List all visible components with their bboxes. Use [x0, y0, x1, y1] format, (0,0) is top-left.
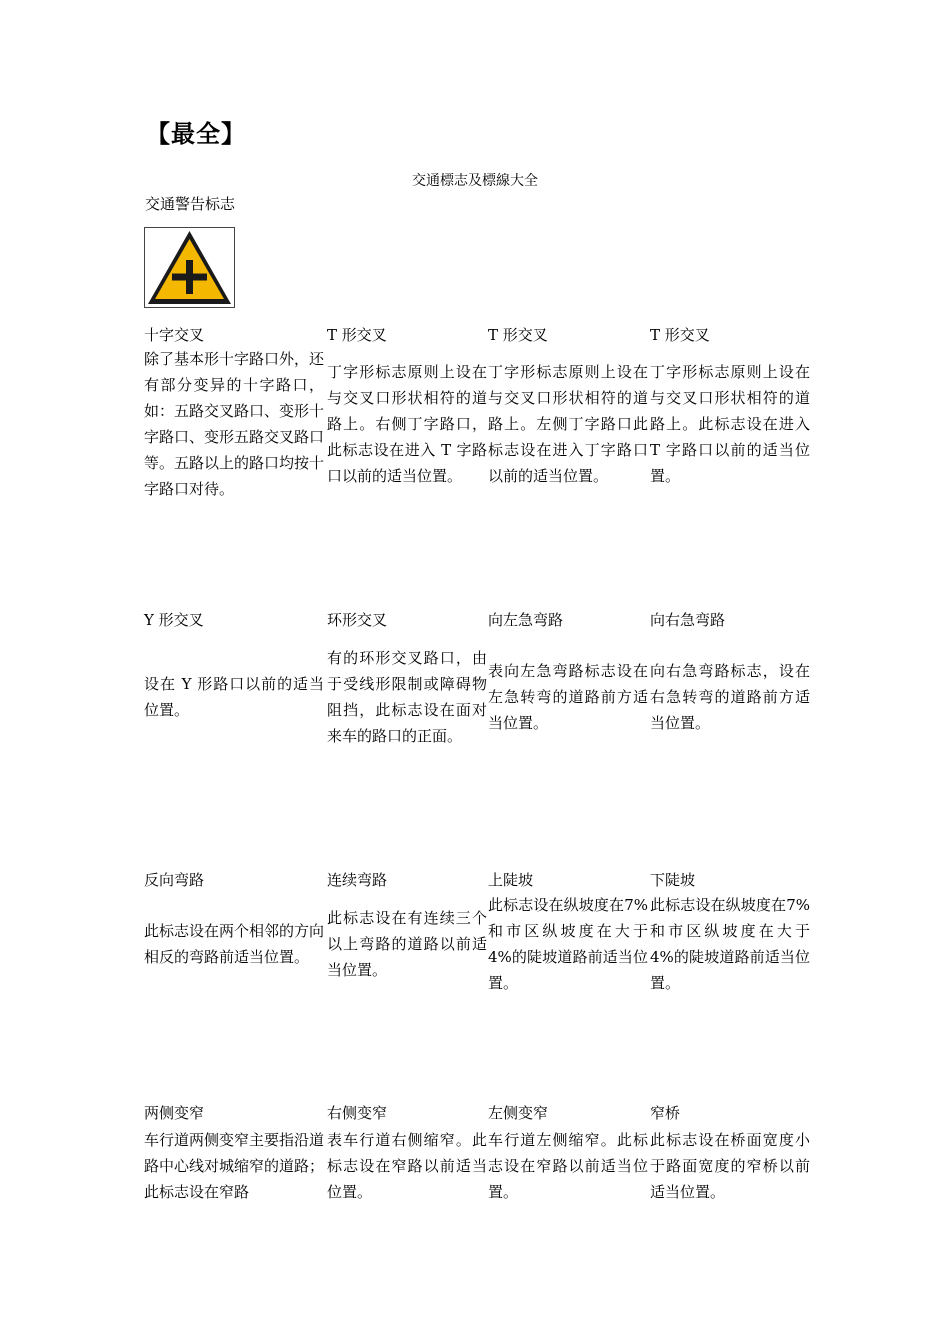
- sign-title: T 形交叉: [650, 326, 710, 344]
- sign-title: 左侧变窄: [488, 1104, 549, 1122]
- sign-title: 下陡坡: [650, 871, 696, 889]
- page-heading: 【最全】: [146, 120, 246, 148]
- sign-description: 此标志设在纵坡度在7%和市区纵坡度在大于 4%的陡坡道路前适当位置。: [650, 896, 810, 992]
- sign-description: 丁字形标志原则上设在与交叉口形状相符的道路上。右侧丁字路口，此标志设在进入 T 字路口以前的适当位置。: [327, 363, 487, 485]
- sign-description: 表向左急弯路标志设在左急转弯的道路前方适当位置。: [488, 662, 648, 732]
- sign-description: 有的环形交叉路口，由于受线形限制或障碍物阻挡，此标志设在面对来车的路口的正面。: [327, 649, 487, 745]
- sign-description: 除了基本形十字路口外，还有部分变异的十字路口，如：五路交叉路口、变形十字路口、变形五路交叉路口等。五路以上的路口均按十字路口对待。: [144, 350, 325, 498]
- sign-title: 两侧变窄: [144, 1104, 205, 1122]
- document-title: 交通標志及標線大全: [412, 173, 538, 189]
- sign-title: 环形交叉: [327, 611, 388, 629]
- sign-description: 车行道左侧缩窄。此标志设在窄路以前适当位置。: [488, 1131, 648, 1201]
- sign-description: 丁字形标志原则上设在与交叉口形状相符的道路上。此标志设在进入 T 字路口以前的适当位置。: [650, 363, 810, 485]
- section-title: 交通警告标志: [145, 195, 236, 213]
- sign-description: 此标志设在纵坡度在7%和市区纵坡度在大于 4%的陡坡道路前适当位置。: [488, 896, 648, 992]
- sign-description: 设在 Y 形路口以前的适当位置。: [144, 675, 324, 719]
- sign-description: 此标志设在桥面宽度小于路面宽度的窄桥以前适当位置。: [650, 1131, 810, 1201]
- sign-title: 上陡坡: [488, 871, 534, 889]
- sign-title: 向右急弯路: [650, 611, 726, 629]
- sign-title: T 形交叉: [488, 326, 548, 344]
- crossroad-warning-sign-icon: [144, 227, 235, 308]
- sign-description: 丁字形标志原则上设在与交叉口形状相符的道路上。左侧丁字路口此标志设在进入丁字路口以前的适当位置。: [488, 363, 648, 485]
- sign-title: 右侧变窄: [327, 1104, 388, 1122]
- sign-description: 表车行道右侧缩窄。此标志设在窄路以前适当位置。: [327, 1131, 487, 1201]
- sign-title: 向左急弯路: [488, 611, 564, 629]
- sign-description: 车行道两侧变窄主要指沿道路中心线对城缩窄的道路；此标志设在窄路: [144, 1131, 325, 1201]
- sign-description: 此标志设在两个相邻的方向相反的弯路前适当位置。: [144, 922, 325, 966]
- sign-title: 十字交叉: [144, 326, 205, 344]
- sign-title: 反向弯路: [144, 871, 205, 889]
- sign-description: 向右急弯路标志，设在右急转弯的道路前方适当位置。: [650, 662, 810, 732]
- sign-description: 此标志设在有连续三个以上弯路的道路以前适当位置。: [327, 909, 487, 979]
- sign-title: Y 形交叉: [144, 611, 204, 629]
- sign-title: 连续弯路: [327, 871, 388, 889]
- sign-title: T 形交叉: [327, 326, 387, 344]
- sign-title: 窄桥: [650, 1104, 681, 1122]
